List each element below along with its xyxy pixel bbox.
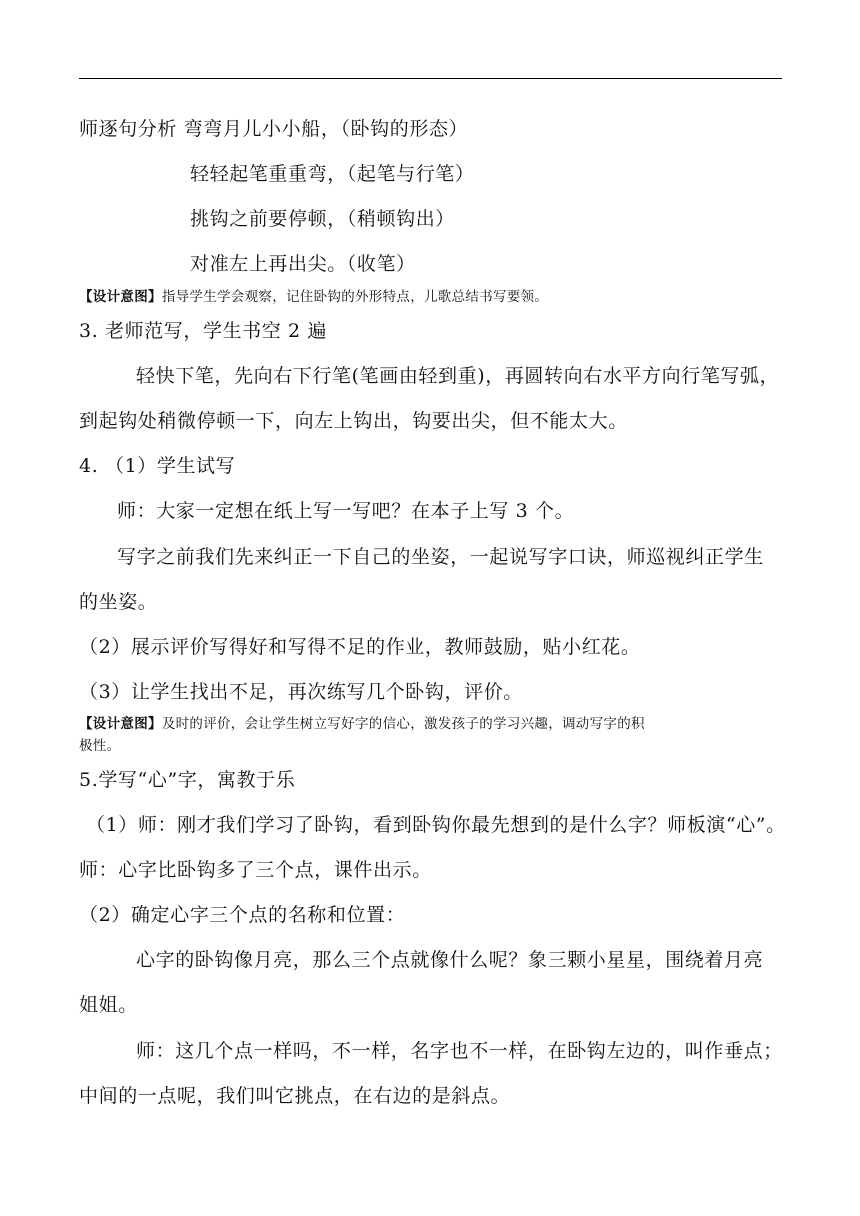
text-line-rhyme-4: 对准左上再出尖。（收笔） bbox=[190, 253, 416, 275]
design-intent-note-1 bbox=[79, 288, 548, 306]
paragraph-line: 心字的卧钩像月亮，那么三个点就像什么呢？象三颗小星星，围绕着月亮 bbox=[136, 949, 764, 971]
text-line-rhyme-2: 轻轻起笔重重弯，（起笔与行笔） bbox=[190, 163, 475, 185]
paragraph-line: 到起钩处稍微停顿一下，向左上钩出，钩要出尖，但不能太大。 bbox=[79, 410, 628, 432]
design-intent-tag: 【设计意图】 bbox=[79, 716, 162, 732]
paragraph-line: （1）师：刚才我们学习了卧钩，看到卧钩你最先想到的是什么字？师板演“心”。 bbox=[86, 814, 786, 836]
section-heading-4: 4. （1）学生试写 bbox=[79, 455, 236, 477]
paragraph-line: 姐姐。 bbox=[79, 994, 138, 1016]
paragraph-line: 师：大家一定想在纸上写一写吧？在本子上写 3 个。 bbox=[117, 500, 575, 522]
design-intent-text: 及时的评价，会让学生树立写好字的信心，激发孩子的学习兴趣，调动写字的积 bbox=[161, 716, 645, 732]
paragraph-line: 师：这几个点一样吗，不一样，名字也不一样，在卧钩左边的，叫作垂点； bbox=[136, 1040, 783, 1062]
design-intent-tag: 【设计意图】 bbox=[79, 289, 162, 305]
paragraph-line: 写字之前我们先来纠正一下自己的坐姿，一起说写字口诀，师巡视纠正学生 bbox=[117, 546, 764, 568]
design-intent-text: 指导学生学会观察，记住卧钩的外形特点，儿歌总结书写要领。 bbox=[161, 289, 549, 305]
design-intent-note-2 bbox=[79, 715, 645, 733]
paragraph-line: 中间的一点呢，我们叫它挑点，在右边的是斜点。 bbox=[79, 1085, 511, 1107]
text-line-rhyme-3: 挑钩之前要停顿，（稍顿钩出） bbox=[190, 208, 455, 230]
paragraph-line: 师：心字比卧钩多了三个点，课件出示。 bbox=[79, 859, 432, 881]
paragraph-line: （2）展示评价写得好和写得不足的作业，教师鼓励，贴小红花。 bbox=[79, 636, 641, 658]
header-rule bbox=[79, 78, 782, 79]
paragraph-line: （3）让学生找出不足，再次练写几个卧钩，评价。 bbox=[79, 681, 523, 703]
section-heading-3: 3. 老师范写，学生书空 2 遍 bbox=[79, 320, 327, 342]
paragraph-line: 轻快下笔，先向右下行笔(笔画由轻到重)，再圆转向右水平方向行笔写弧， bbox=[136, 365, 780, 387]
text-line-analysis: 师逐句分析 弯弯月儿小小船，（卧钩的形态） bbox=[79, 118, 469, 140]
design-intent-note-2-cont: 极性。 bbox=[79, 738, 121, 754]
paragraph-line: 的坐姿。 bbox=[79, 591, 158, 613]
section-heading-5: 5.学写“心”字，寓教于乐 bbox=[79, 769, 296, 791]
paragraph-line: （2）确定心字三个点的名称和位置： bbox=[79, 904, 406, 926]
